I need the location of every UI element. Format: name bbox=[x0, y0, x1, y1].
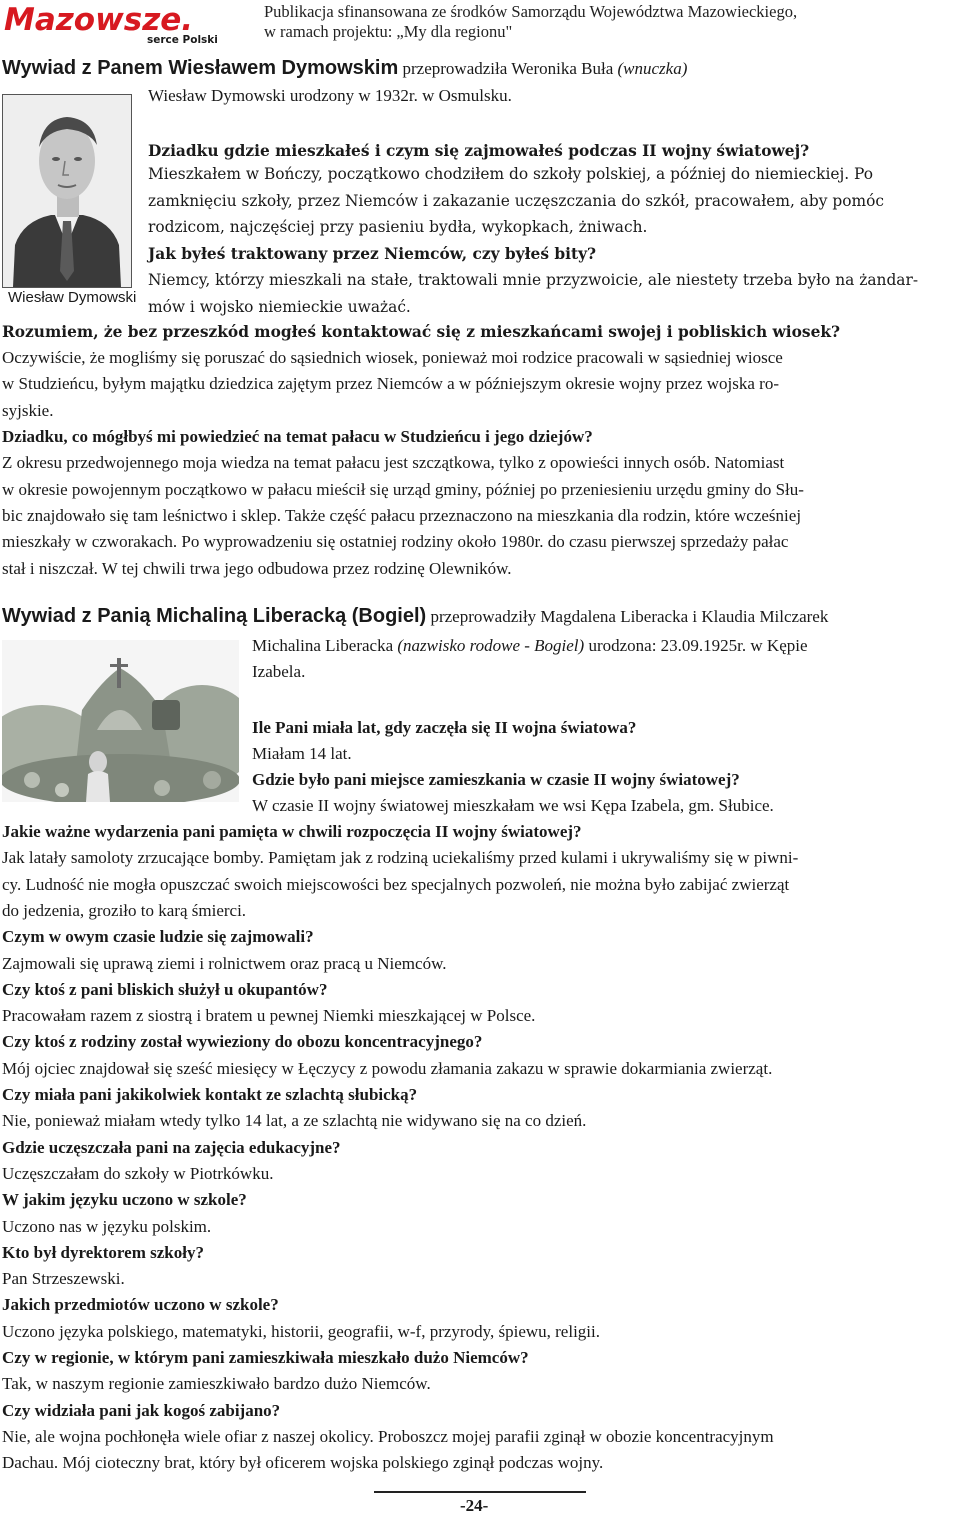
answer: Pan Strzeszewski. bbox=[2, 1269, 125, 1289]
answer: Pracowałam razem z siostrą i bratem u pewnej Niemki mieszkającej w Polsce. bbox=[2, 1006, 536, 1026]
answer-line: Mieszkałem w Bończy, początkowo chodziłem do szkoły polskiej, a później do niemieckiej. Po bbox=[148, 165, 874, 183]
page-number: -24- bbox=[460, 1496, 489, 1515]
answer-line: Z okresu przedwojennego moja wiedza na temat pałacu jest szczątkowa, tylko z opowieści innych osób. Natomiast bbox=[2, 453, 785, 473]
answer-line: Nie, ale wojna pochłonęła wiele ofiar z naszej okolicy. Proboszcz mojej parafii zginął w obozie koncentracyjnym bbox=[2, 1426, 774, 1446]
footer-rule bbox=[374, 1491, 586, 1493]
answer-line: Dachau. Mój cioteczny brat, który był oficerem wojska polskiego zginął podczas wojny. bbox=[2, 1453, 604, 1473]
publication-note bbox=[264, 2, 954, 42]
question: Jak byłeś traktowany przez Niemców, czy byłeś bity? bbox=[148, 244, 597, 263]
question: Gdzie było pani miejsce zamieszkania w czasie II wojny światowej? bbox=[252, 770, 740, 789]
logo-word: Mazowsze. bbox=[4, 2, 194, 38]
answer: W czasie II wojny światowej mieszkałam we wsi Kępa Izabela, gm. Słubice. bbox=[252, 796, 774, 815]
answer-line: zamknięciu szkoły, przez Niemców i zakazanie uczęszczania do szkół, pracowałem, aby pomóc bbox=[148, 191, 884, 210]
birth-info-maiden-name: (nazwisko rodowe - Bogiel) bbox=[397, 636, 585, 655]
question: Czy widziała pani jak kogoś zabijano? bbox=[2, 1400, 281, 1420]
interview-title-authors: przeprowadziły Magdalena Liberacka i Klaudia Milczarek bbox=[426, 607, 829, 626]
logo bbox=[4, 4, 218, 48]
answer-line: Jak latały samoloty zrzucające bomby. Pamiętam jak z rodziną uciekaliśmy przed kulami i ukrywaliśmy się w piwni- bbox=[2, 848, 799, 868]
answer: Uczęszczałam do szkoły w Piotrkówku. bbox=[2, 1163, 274, 1183]
question: Czym w owym czasie ludzie się zajmowali? bbox=[2, 927, 314, 947]
publication-note-line: Publikacja sfinansowana ze środków Samorządu Województwa Mazowieckiego, bbox=[264, 2, 798, 21]
interview-title bbox=[2, 57, 687, 80]
answer-line: bic znajdowało się tam leśnictwo i sklep. Także część pałacu przeznaczono na mieszkania dla rodzin, które wcześniej bbox=[2, 505, 802, 525]
answer-line: w Studzieńcu, byłym majątku dziedzica zajętym przez Niemców a w późniejszym okresie wojny przez wojska ro- bbox=[2, 374, 780, 394]
portrait-photo bbox=[2, 94, 132, 288]
answer-line: do jedzenia, groziło to karą śmierci. bbox=[2, 900, 247, 920]
birth-info-place: Izabela. bbox=[252, 662, 306, 681]
interview-title-main: Wywiad z Panią Michaliną Liberacką (Bogiel) bbox=[2, 605, 427, 627]
question: Czy ktoś z rodziny został wywieziony do obozu koncentracyjnego? bbox=[2, 1032, 483, 1052]
interview-title bbox=[2, 605, 828, 628]
question: Rozumiem, że bez przeszkód mogłeś kontaktować się z mieszkańcami swojej i pobliskich wiosek? bbox=[2, 323, 841, 341]
answer-line: cy. Ludność nie mogła opuszczać swoich miejscowości bez specjalnych pozwoleń, nie można było zabijać zwierząt bbox=[2, 874, 790, 894]
question: Jakie ważne wydarzenia pani pamięta w chwili rozpoczęcia II wojny światowej? bbox=[2, 822, 582, 841]
answer-line: Oczywiście, że mogliśmy się poruszać do sąsiednich wiosek, ponieważ moi rodzice pracowali w sąsiedniej wiosce bbox=[2, 348, 783, 367]
answer: Uczono języka polskiego, matematyki, historii, geografii, w-f, przyrody, śpiewu, religii. bbox=[2, 1321, 600, 1341]
logo-tagline: serce Polski bbox=[147, 34, 218, 46]
portrait-caption: Wiesław Dymowski bbox=[8, 289, 137, 306]
birth-info bbox=[252, 633, 808, 659]
birth-info: Wiesław Dymowski urodzony w 1932r. w Osmulsku. bbox=[148, 86, 512, 105]
question: Dziadku, co mógłbyś mi powiedzieć na temat pałacu w Studzieńcu i jego dziejów? bbox=[2, 427, 593, 446]
answer: Tak, w naszym regionie zamieszkiwało bardzo dużo Niemców. bbox=[2, 1374, 431, 1394]
question: Dziadku gdzie mieszkałeś i czym się zajmowałeś podczas II wojny światowej? bbox=[148, 142, 810, 160]
answer-line: syjskie. bbox=[2, 400, 54, 420]
answer-line: rodzicom, najczęściej przy pasieniu bydła, wykopkach, żniwach. bbox=[148, 218, 648, 236]
answer-line: w okresie powojennym początkowo w pałacu mieścił się urząd gminy, później po przeniesieniu urzędu gminy do Słu- bbox=[2, 479, 804, 499]
birth-info-name: Michalina Liberacka bbox=[252, 636, 398, 655]
question: Jakich przedmiotów uczono w szkole? bbox=[2, 1295, 279, 1315]
interview-title-author: przeprowadziła Weronika Buła bbox=[398, 59, 618, 78]
birth-info-date: urodzona: 23.09.1925r. w Kępie bbox=[584, 636, 808, 655]
question: W jakim języku uczono w szkole? bbox=[2, 1190, 247, 1210]
interview-title-main: Wywiad z Panem Wiesławem Dymowskim bbox=[2, 57, 399, 79]
garden-photo-image bbox=[2, 640, 239, 802]
question: Gdzie uczęszczała pani na zajęcia edukacyjne? bbox=[2, 1137, 341, 1157]
answer: Uczono nas w języku polskim. bbox=[2, 1216, 212, 1236]
question: Czy w regionie, w którym pani zamieszkiwała mieszkało dużo Niemców? bbox=[2, 1348, 529, 1367]
answer-line: mów i wojsko niemieckie uważać. bbox=[148, 297, 411, 316]
portrait-photo-image bbox=[3, 95, 131, 287]
publication-note-line: w ramach projektu: „My dla regionu" bbox=[264, 22, 513, 41]
answer: Nie, ponieważ miałam wtedy tylko 14 lat, a ze szlachtą nie widywano się na co dzień. bbox=[2, 1111, 587, 1131]
answer: Zajmowali się uprawą ziemi i rolnictwem oraz pracą u Niemców. bbox=[2, 953, 447, 973]
interview-title-relation: (wnuczka) bbox=[617, 59, 688, 78]
answer-line: mieszkały w czworakach. Po wyprowadzeniu się ostatniej rodziny około 1980r. do czasu pierwszej sprzedaży pałac bbox=[2, 532, 789, 552]
question: Czy ktoś z pani bliskich służył u okupantów? bbox=[2, 979, 328, 999]
question: Czy miała pani jakikolwiek kontakt ze szlachtą słubicką? bbox=[2, 1085, 418, 1104]
answer: Mój ojciec znajdował się sześć miesięcy w Łęczycy z powodu złamania zakazu w sprawie dokarmiania zwierząt. bbox=[2, 1058, 773, 1078]
answer-line: stał i niszczał. W tej chwili trwa jego odbudowa przez rodzinę Olewników. bbox=[2, 558, 512, 578]
question: Ile Pani miała lat, gdy zaczęła się II wojna światowa? bbox=[252, 718, 637, 737]
question: Kto był dyrektorem szkoły? bbox=[2, 1242, 204, 1262]
answer: Miałam 14 lat. bbox=[252, 744, 352, 763]
garden-photo bbox=[2, 640, 239, 802]
answer-line: Niemcy, którzy mieszkali na stałe, traktowali mnie przyzwoicie, ale niestety trzeba było na żandar- bbox=[148, 271, 919, 289]
